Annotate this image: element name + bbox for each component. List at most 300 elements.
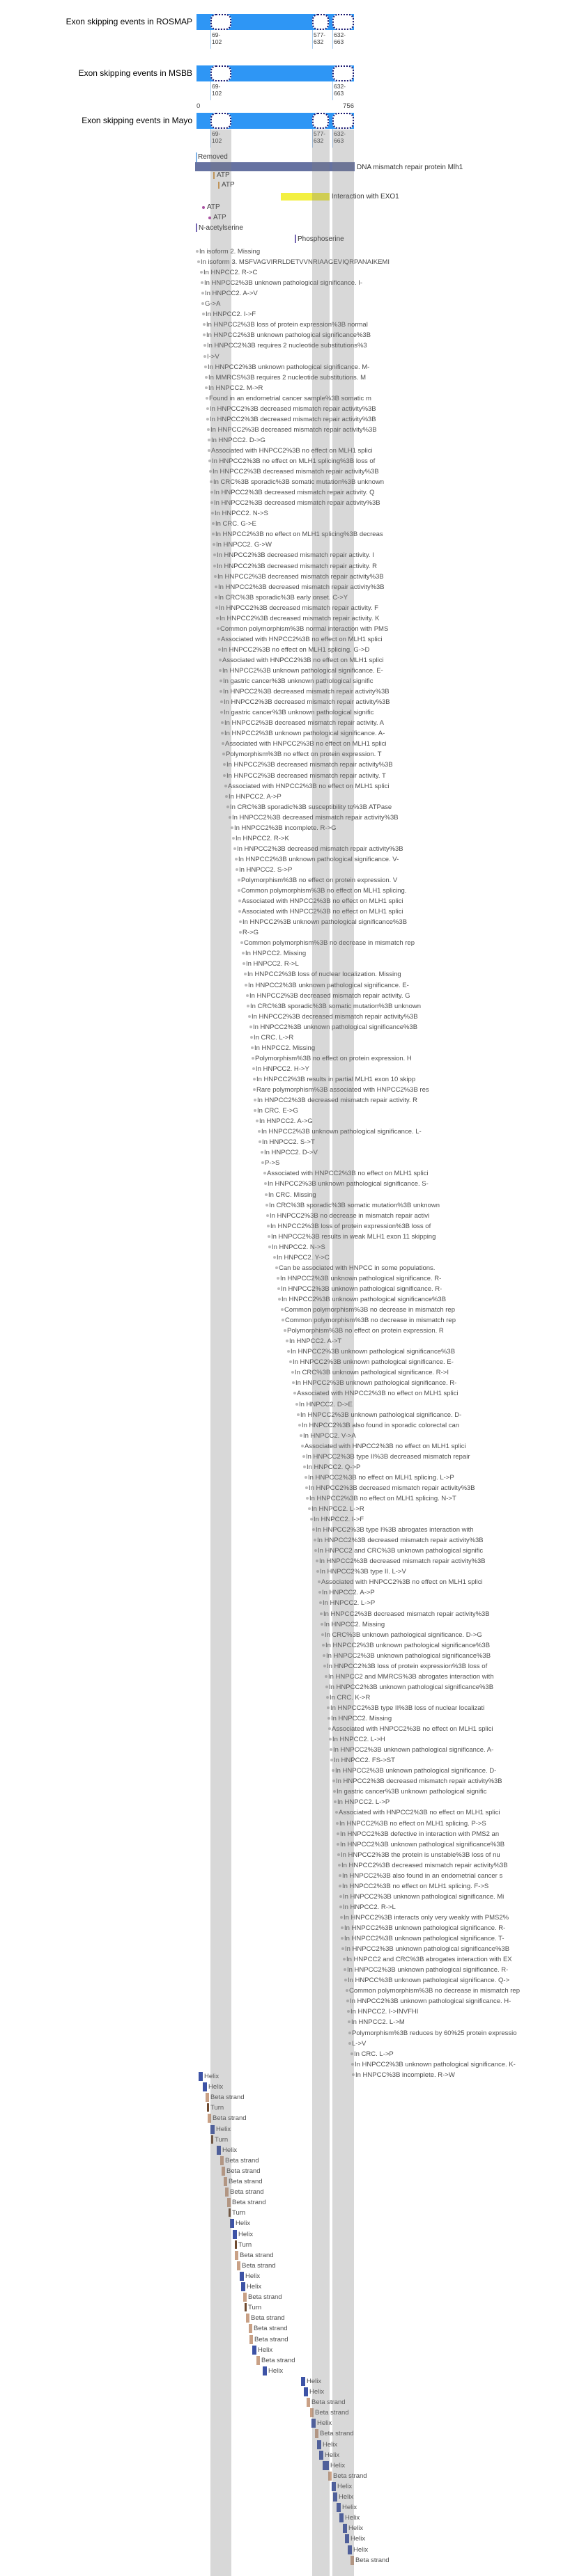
variant-description: Associated with HNPCC2%3B no effect on MLH1 splici — [305, 1442, 466, 1450]
structure-glyph-turn[interactable] — [211, 2135, 213, 2144]
structure-glyph-helix[interactable] — [304, 2387, 308, 2396]
variant-dot[interactable] — [323, 1654, 325, 1657]
variant-dot[interactable] — [267, 1225, 270, 1227]
variant-dot[interactable] — [217, 638, 220, 641]
structure-glyph-helix[interactable] — [337, 2503, 341, 2512]
variant-dot[interactable] — [266, 1214, 269, 1217]
variant-dot[interactable] — [259, 1140, 261, 1143]
variant-dot[interactable] — [322, 1644, 325, 1647]
structure-glyph-turn[interactable] — [245, 2303, 247, 2311]
variant-dot[interactable] — [339, 1906, 342, 1908]
variant-dot[interactable] — [341, 1926, 344, 1929]
region-range-label: 69- — [212, 31, 221, 38]
variant-dot[interactable] — [292, 1381, 295, 1384]
variant-dot[interactable] — [221, 721, 224, 724]
variant-dot[interactable] — [286, 1340, 288, 1342]
variant-dot[interactable] — [240, 941, 243, 944]
structure-glyph-helix[interactable] — [233, 2230, 237, 2239]
variant-dot[interactable] — [302, 1455, 305, 1458]
structure-glyph-helix[interactable] — [252, 2346, 256, 2355]
structure-glyph-helix[interactable] — [319, 2451, 323, 2460]
exon-region-box[interactable] — [312, 113, 329, 129]
variant-dot[interactable] — [222, 742, 224, 745]
variant-dot[interactable] — [291, 1371, 294, 1374]
structure-glyph-beta-strand[interactable] — [237, 2261, 240, 2270]
variant-dot[interactable] — [205, 376, 208, 379]
variant-dot[interactable] — [223, 763, 226, 766]
variant-dot[interactable] — [221, 732, 224, 735]
variant-dot[interactable] — [329, 1738, 332, 1741]
variant-dot[interactable] — [246, 994, 249, 997]
variant-description: In HNPCC2%3B decreased mismatch repair activity. Q — [214, 489, 375, 497]
region-guide-line — [332, 30, 333, 49]
variant-dot[interactable] — [253, 1088, 256, 1091]
variant-dot[interactable] — [203, 344, 206, 347]
variant-description: In HNPCC2%3B decreased mismatch repair activity%3B — [224, 698, 390, 707]
variant-dot[interactable] — [263, 1172, 266, 1175]
structure-glyph-helix[interactable] — [241, 2282, 245, 2291]
variant-description: In HNPCC2%3B decreased mismatch repair activity%3B — [217, 572, 384, 581]
structure-glyph-beta-strand[interactable] — [351, 2556, 354, 2565]
variant-dot[interactable] — [332, 1780, 335, 1782]
variant-dot[interactable] — [232, 837, 235, 840]
exon-region-box[interactable] — [332, 65, 354, 81]
variant-dot[interactable] — [212, 533, 215, 535]
variant-dot[interactable] — [314, 1549, 317, 1552]
structure-glyph-beta-strand[interactable] — [310, 2408, 314, 2417]
variant-dot[interactable] — [206, 418, 209, 421]
variant-dot[interactable] — [236, 868, 238, 871]
variant-dot[interactable] — [330, 1748, 332, 1751]
structure-glyph-helix[interactable] — [217, 2146, 221, 2155]
variant-description: In HNPCC2%3B unknown pathological significance. R- — [347, 1966, 509, 1974]
variant-dot[interactable] — [203, 333, 206, 336]
variant-dot[interactable] — [239, 931, 242, 934]
variant-dot[interactable] — [238, 900, 241, 902]
structure-label: Helix — [216, 2125, 231, 2133]
variant-dot[interactable] — [238, 910, 241, 913]
structure-glyph-helix[interactable] — [263, 2366, 267, 2375]
structure-label: Helix — [345, 2514, 360, 2522]
structure-glyph-helix[interactable] — [311, 2419, 316, 2428]
variant-dot[interactable] — [289, 1360, 292, 1363]
variant-dot[interactable] — [338, 1864, 341, 1867]
variant-dot[interactable] — [346, 1989, 348, 1992]
variant-dot[interactable] — [219, 690, 222, 693]
variant-dot[interactable] — [261, 1161, 264, 1164]
variant-dot[interactable] — [320, 1612, 323, 1615]
variant-description: In HNPCC2%3B no effect on MLH1 splicing. N->T — [309, 1494, 456, 1502]
variant-dot[interactable] — [293, 1392, 296, 1395]
binding-site-dot[interactable] — [208, 217, 211, 219]
structure-glyph-helix[interactable] — [317, 2440, 321, 2449]
structure-label: Helix — [307, 2377, 322, 2385]
variant-description: In CRC%3B unknown pathological significance. R->I — [295, 1369, 449, 1377]
variant-dot[interactable] — [273, 1256, 276, 1259]
variant-dot[interactable] — [250, 1036, 253, 1039]
variant-dot[interactable] — [212, 522, 215, 525]
variant-description: In gastric cancer%3B unknown pathological signific — [224, 709, 374, 717]
variant-dot[interactable] — [297, 1413, 300, 1416]
variant-dot[interactable] — [337, 1843, 339, 1846]
structure-glyph-beta-strand[interactable] — [249, 2324, 252, 2333]
variant-dot[interactable] — [265, 1193, 268, 1196]
region-guide-line — [332, 81, 333, 100]
modified-residue-tick[interactable] — [196, 223, 197, 232]
variant-dot[interactable] — [314, 1539, 316, 1541]
variant-dot[interactable] — [213, 565, 216, 567]
variant-dot[interactable] — [209, 470, 212, 473]
variant-dot[interactable] — [300, 1434, 302, 1437]
structure-glyph-beta-strand[interactable] — [307, 2398, 310, 2407]
structure-glyph-turn[interactable] — [235, 2240, 237, 2249]
variant-description: Common polymorphism%3B normal interaction with PMS — [220, 625, 389, 633]
variant-description: In HNPCC2%3B decreased mismatch repair activity. G — [249, 991, 410, 1000]
variant-description: In HNPCC2. R->C — [203, 269, 258, 277]
variant-dot[interactable] — [305, 1486, 308, 1489]
structure-glyph-turn[interactable] — [207, 2103, 209, 2112]
variant-description: I->V — [207, 352, 219, 361]
variant-description: In HNPCC2%3B decreased mismatch repair activity%3B — [218, 583, 385, 591]
variant-description: In HNPCC2. D->V — [264, 1149, 318, 1157]
structure-glyph-helix[interactable] — [345, 2534, 349, 2543]
variant-dot[interactable] — [239, 920, 242, 923]
variant-dot[interactable] — [337, 1853, 340, 1856]
variant-dot[interactable] — [229, 816, 231, 819]
variant-dot[interactable] — [201, 281, 203, 284]
variant-dot[interactable] — [251, 1046, 254, 1049]
exon-region-box[interactable] — [312, 14, 329, 30]
variant-dot[interactable] — [351, 2063, 354, 2066]
region-range-label: 632- — [334, 83, 346, 90]
variant-dot[interactable] — [202, 313, 205, 315]
variant-dot[interactable] — [205, 386, 208, 389]
variant-dot[interactable] — [268, 1235, 270, 1238]
binding-site-tick[interactable] — [218, 182, 219, 189]
structure-label: Beta strand — [320, 2430, 354, 2438]
variant-dot[interactable] — [248, 1015, 251, 1018]
exon-region-box[interactable] — [332, 113, 354, 129]
structure-glyph-beta-strand[interactable] — [222, 2167, 225, 2176]
variant-dot[interactable] — [339, 1885, 341, 1887]
structure-label: Helix — [317, 2419, 332, 2428]
variant-dot[interactable] — [225, 795, 228, 798]
binding-site-dot[interactable] — [202, 206, 205, 209]
region-range-label: 69- — [212, 83, 221, 90]
track-label: Exon skipping events in Mayo — [82, 116, 192, 125]
variant-dot[interactable] — [238, 879, 240, 881]
variant-dot[interactable] — [348, 2042, 351, 2045]
variant-dot[interactable] — [277, 1287, 280, 1290]
variant-dot[interactable] — [327, 1706, 330, 1709]
structure-glyph-helix[interactable] — [348, 2545, 352, 2554]
variant-description: In HNPCC2%3B unknown pathological significance. L- — [261, 1128, 422, 1136]
variant-dot[interactable] — [244, 973, 247, 975]
variant-dot[interactable] — [278, 1298, 281, 1301]
structure-glyph-beta-strand[interactable] — [235, 2251, 238, 2260]
structure-glyph-helix[interactable] — [230, 2219, 234, 2228]
variant-dot[interactable] — [215, 586, 217, 588]
variant-description: In HNPCC2%3B the protein is unstable%3B loss of nu — [341, 1851, 500, 1859]
variant-dot[interactable] — [207, 428, 210, 431]
variant-dot[interactable] — [203, 323, 206, 326]
variant-dot[interactable] — [281, 1308, 284, 1311]
structure-glyph-helix[interactable] — [323, 2461, 329, 2470]
variant-dot[interactable] — [321, 1623, 323, 1626]
exon-region-box[interactable] — [332, 14, 354, 30]
variant-description: In HNPCC2%3B decreased mismatch repair activity%3B — [252, 1012, 418, 1021]
variant-dot[interactable] — [325, 1675, 328, 1678]
structure-label: Beta strand — [226, 2167, 261, 2175]
variant-description: In HNPCC2%3B unknown pathological significance%3B — [345, 1945, 510, 1954]
structure-glyph-helix[interactable] — [199, 2072, 203, 2081]
variant-dot[interactable] — [264, 1182, 267, 1185]
structure-glyph-beta-strand[interactable] — [246, 2314, 249, 2323]
variant-dot[interactable] — [343, 1958, 346, 1961]
variant-dot[interactable] — [220, 700, 223, 703]
variant-dot[interactable] — [337, 1832, 339, 1835]
variant-dot[interactable] — [341, 1947, 344, 1950]
variant-description: In CRC%3B sporadic%3B somatic mutation%3B unknown — [269, 1201, 440, 1209]
variant-description: Common polymorphism%3B no decrease in mismatch rep — [349, 1987, 520, 1995]
variant-dot[interactable] — [242, 962, 245, 965]
variant-dot[interactable] — [323, 1665, 326, 1667]
variant-description: Associated with HNPCC2%3B no effect on MLH1 splici — [267, 1170, 429, 1178]
variant-dot[interactable] — [215, 596, 217, 599]
variant-dot[interactable] — [201, 292, 204, 294]
variant-dot[interactable] — [231, 826, 233, 829]
variant-dot[interactable] — [253, 1078, 256, 1081]
variant-dot[interactable] — [312, 1528, 315, 1531]
variant-dot[interactable] — [215, 606, 218, 609]
variant-dot[interactable] — [308, 1507, 311, 1510]
variant-dot[interactable] — [333, 1790, 336, 1793]
binding-site-tick[interactable] — [213, 172, 215, 179]
variant-dot[interactable] — [261, 1151, 263, 1154]
structure-glyph-helix[interactable] — [343, 2524, 347, 2533]
variant-dot[interactable] — [219, 659, 222, 661]
structure-label: Beta strand — [261, 2356, 295, 2364]
variant-dot[interactable] — [254, 1099, 256, 1101]
variant-dot[interactable] — [284, 1329, 286, 1332]
variant-dot[interactable] — [325, 1686, 328, 1688]
variant-dot[interactable] — [219, 669, 222, 672]
variant-description: Polymorphism%3B no effect on protein expression. V — [241, 877, 398, 884]
variant-description: In CRC. L->R — [254, 1033, 294, 1042]
variant-dot[interactable] — [206, 407, 209, 410]
variant-dot[interactable] — [316, 1560, 318, 1562]
structure-glyph-beta-strand[interactable] — [227, 2198, 231, 2207]
structure-glyph-beta-strand[interactable] — [206, 2093, 209, 2102]
variant-dot[interactable] — [339, 1874, 341, 1877]
variant-dot[interactable] — [208, 449, 210, 452]
variant-dot[interactable] — [306, 1497, 309, 1500]
variant-description: In HNPCC2%3B decreased mismatch repair activity%3B — [323, 1610, 490, 1618]
variant-dot[interactable] — [344, 1979, 347, 1981]
variant-dot[interactable] — [301, 1445, 304, 1447]
structure-glyph-helix[interactable] — [332, 2482, 336, 2491]
structure-glyph-helix[interactable] — [203, 2082, 207, 2091]
variant-dot[interactable] — [258, 1130, 261, 1133]
structure-glyph-beta-strand[interactable] — [249, 2335, 253, 2344]
structure-label: Helix — [330, 2461, 346, 2469]
variant-description: In HNPCC2%3B loss of protein expression%3B normal — [206, 321, 368, 329]
variant-dot[interactable] — [213, 543, 215, 546]
structure-label: Beta strand — [254, 2335, 288, 2343]
variant-dot[interactable] — [247, 1005, 249, 1007]
variant-description: In HNPCC2%3B decreased mismatch repair activity%3B — [223, 688, 390, 696]
variant-dot[interactable] — [316, 1570, 319, 1573]
exon-region-box[interactable] — [210, 14, 231, 30]
variant-dot[interactable] — [351, 2052, 353, 2055]
variant-dot[interactable] — [238, 889, 240, 892]
variant-dot[interactable] — [204, 366, 207, 368]
structure-glyph-beta-strand[interactable] — [208, 2114, 211, 2123]
exon-region-box[interactable] — [210, 65, 231, 81]
sequence-axis-min: 0 — [197, 102, 201, 110]
structure-glyph-helix[interactable] — [240, 2272, 244, 2281]
variant-dot[interactable] — [305, 1476, 307, 1479]
variant-description: Common polymorphism%3B no decrease in mismatch rep — [285, 1317, 456, 1325]
variant-dot[interactable] — [256, 1120, 259, 1122]
variant-dot[interactable] — [217, 627, 219, 630]
variant-dot[interactable] — [334, 1800, 337, 1803]
variant-dot[interactable] — [328, 1717, 330, 1720]
variant-dot[interactable] — [203, 355, 206, 358]
variant-dot[interactable] — [330, 1759, 333, 1761]
variant-dot[interactable] — [252, 1067, 255, 1070]
variant-dot[interactable] — [219, 680, 222, 682]
variant-dot[interactable] — [220, 711, 223, 714]
structure-glyph-helix[interactable] — [301, 2377, 305, 2386]
variant-dot[interactable] — [226, 806, 229, 808]
structure-glyph-helix[interactable] — [339, 2513, 344, 2522]
variant-description: In HNPCC%3B unknown pathological significance. Q-> — [348, 1977, 510, 1985]
variant-dot[interactable] — [326, 1696, 329, 1699]
variant-description: In HNPCC2%3B no effect on MLH1 splicing%3B loss of — [212, 457, 376, 465]
chain-bar[interactable] — [195, 162, 355, 171]
variant-dot[interactable] — [213, 553, 216, 556]
variant-dot[interactable] — [348, 2020, 351, 2023]
variant-dot[interactable] — [336, 1822, 339, 1825]
structure-glyph-helix[interactable] — [333, 2492, 337, 2502]
variant-description: In HNPCC2%3B no effect on MLH1 splicing. L->P — [308, 1473, 454, 1482]
variant-dot[interactable] — [224, 785, 227, 787]
structure-glyph-beta-strand[interactable] — [224, 2177, 227, 2186]
variant-dot[interactable] — [348, 2032, 351, 2034]
variant-description: In HNPCC2%3B unknown pathological significance%3B — [325, 1641, 491, 1649]
variant-dot[interactable] — [208, 439, 210, 441]
variant-dot[interactable] — [277, 1277, 279, 1280]
exo1-region[interactable] — [281, 193, 330, 201]
variant-dot[interactable] — [233, 847, 236, 850]
structure-label: Helix — [222, 2146, 238, 2154]
variant-description: In HNPCC2%3B decreased mismatch repair activity%3B — [319, 1557, 486, 1566]
variant-dot[interactable] — [197, 260, 200, 263]
variant-dot[interactable] — [218, 648, 221, 651]
structure-glyph-beta-strand[interactable] — [243, 2293, 247, 2302]
variant-dot[interactable] — [235, 858, 238, 861]
variant-dot[interactable] — [210, 501, 213, 504]
variant-dot[interactable] — [321, 1633, 324, 1636]
variant-dot[interactable] — [210, 480, 213, 483]
variant-description: In CRC%3B sporadic%3B somatic mutation%3B unknown — [250, 1002, 422, 1010]
variant-dot[interactable] — [275, 1266, 278, 1269]
variant-dot[interactable] — [310, 1518, 313, 1521]
variant-description: Common polymorphism%3B no decrease in mismatch rep — [244, 939, 415, 948]
variant-dot[interactable] — [295, 1403, 298, 1406]
variant-dot[interactable] — [340, 1916, 343, 1919]
variant-dot[interactable] — [352, 2073, 355, 2076]
variant-description: In isoform 3. MSFVAGVIRRLDETVVNRIAAGEVIQRPANAIKEMI — [201, 258, 390, 267]
variant-dot[interactable] — [341, 1937, 344, 1940]
variant-dot[interactable] — [206, 397, 208, 400]
variant-description: In HNPCC2%3B decreased mismatch repair activity. R — [217, 562, 378, 570]
variant-dot[interactable] — [249, 1026, 252, 1028]
variant-dot[interactable] — [208, 460, 211, 462]
variant-dot[interactable] — [347, 2010, 350, 2013]
variant-description: Associated with HNPCC2%3B no effect on MLH1 splici — [225, 740, 387, 748]
variant-dot[interactable] — [252, 1057, 254, 1060]
variant-description: In HNPCC2. A->V — [205, 290, 258, 298]
variant-dot[interactable] — [242, 952, 245, 955]
structure-glyph-beta-strand[interactable] — [328, 2472, 332, 2481]
variant-dot[interactable] — [328, 1727, 331, 1730]
structure-glyph-beta-strand[interactable] — [256, 2356, 260, 2365]
variant-description: In HNPCC2. M->R — [208, 384, 263, 392]
variant-dot[interactable] — [346, 2000, 349, 2002]
variant-dot[interactable] — [298, 1424, 301, 1427]
variant-description: In HNPCC2%3B unknown pathological significance%3B — [206, 331, 371, 340]
variant-dot[interactable] — [319, 1601, 322, 1604]
variant-dot[interactable] — [339, 1895, 342, 1898]
structure-glyph-beta-strand[interactable] — [220, 2156, 224, 2165]
variant-dot[interactable] — [245, 984, 247, 987]
modified-residue-tick[interactable] — [295, 235, 296, 243]
variant-dot[interactable] — [287, 1350, 290, 1353]
variant-dot[interactable] — [265, 1204, 268, 1207]
variant-dot[interactable] — [268, 1246, 271, 1248]
variant-dot[interactable] — [214, 575, 217, 578]
structure-glyph-helix[interactable] — [210, 2125, 215, 2134]
variant-dot[interactable] — [211, 512, 214, 515]
modified-residue-label: Phosphoserine — [298, 235, 344, 243]
variant-dot[interactable] — [318, 1580, 321, 1583]
variant-dot[interactable] — [216, 617, 219, 620]
structure-glyph-beta-strand[interactable] — [315, 2429, 318, 2438]
variant-dot[interactable] — [303, 1466, 306, 1468]
variant-dot[interactable] — [332, 1769, 334, 1772]
variant-dot[interactable] — [223, 774, 226, 777]
variant-dot[interactable] — [196, 250, 199, 253]
variant-description: In CRC%3B sporadic%3B susceptibility to%3B ATPase — [230, 803, 392, 811]
variant-description: In HNPCC2%3B type II%3B decreased mismatch repair — [306, 1452, 470, 1461]
exon-region-box[interactable] — [210, 113, 231, 129]
variant-dot[interactable] — [254, 1109, 256, 1112]
variant-dot[interactable] — [344, 1968, 346, 1971]
variant-dot[interactable] — [210, 491, 213, 494]
variant-description: In HNPCC2%3B unknown pathological significance. E- — [222, 667, 383, 675]
variant-dot[interactable] — [200, 271, 203, 274]
variant-description: In HNPCC2%3B unknown pathological significance. T- — [344, 1935, 504, 1943]
variant-dot[interactable] — [201, 302, 204, 305]
variant-dot[interactable] — [318, 1591, 321, 1594]
structure-glyph-beta-strand[interactable] — [225, 2188, 229, 2197]
variant-dot[interactable] — [282, 1319, 284, 1321]
structure-glyph-turn[interactable] — [229, 2208, 231, 2217]
variant-dot[interactable] — [222, 753, 225, 755]
variant-dot[interactable] — [335, 1811, 338, 1814]
